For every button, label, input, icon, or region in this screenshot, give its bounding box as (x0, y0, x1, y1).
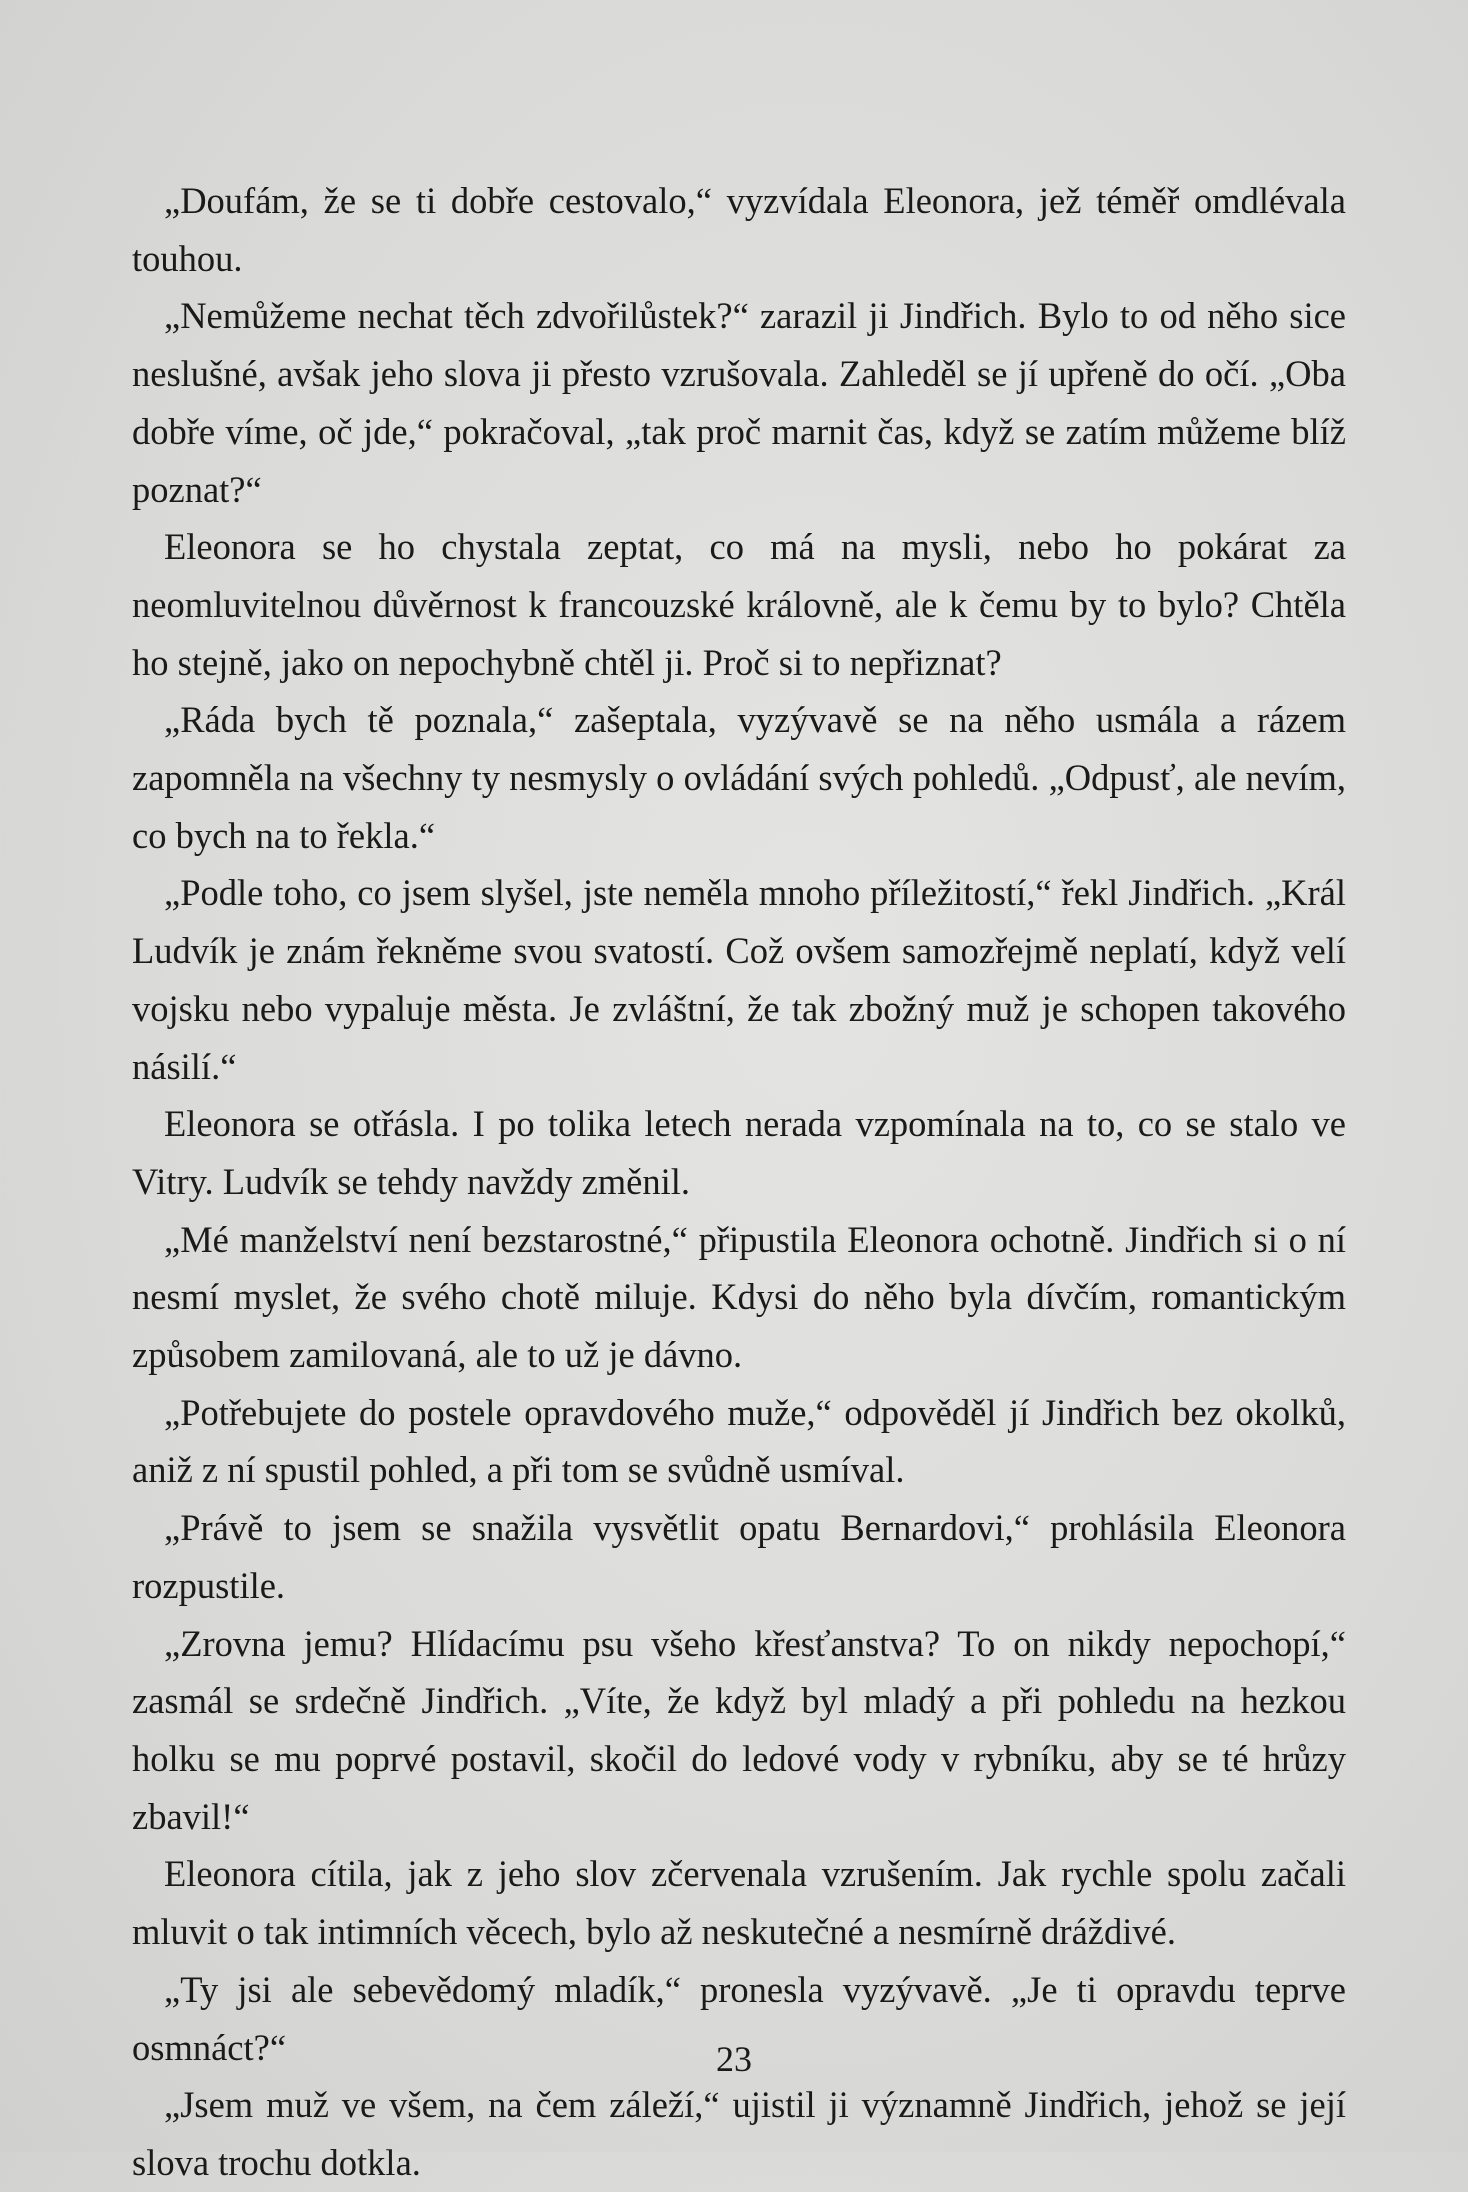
paragraph: „Doufám, že se ti dobře cestovalo,“ vyzvídala Eleonora, jež téměř omdlévala touhou. (132, 180, 1346, 279)
paragraph: „Jsem muž ve všem, na čem záleží,“ ujistil ji významně Jindřich, jehož se její slova trochu dotkla. (132, 2084, 1346, 2183)
paragraph: „Ráda bych tě poznala,“ zašeptala, vyzývavě se na něho usmála a rázem zapomněla na všechny ty nesmysly o ovládání svých pohledů. „Odpusť, ale nevím, co bych na to řekla.“ (132, 699, 1346, 856)
paragraph: „Zrovna jemu? Hlídacímu psu všeho křesťanstva? To on nikdy nepochopí,“ zasmál se srdečně Jindřich. „Víte, že když byl mladý a při pohledu na hezkou holku se mu poprvé postavil, skočil do ledové vody v rybníku, aby se té hrůzy zbavil!“ (132, 1622, 1346, 1837)
paragraph: Eleonora se ho chystala zeptat, co má na mysli, nebo ho pokárat za neomluvitelnou důvěrnost k francouzské královně, ale k čemu by to bylo? Chtěla ho stejně, jako on nepochybně chtěl ji. Proč si to nepřiznat? (132, 526, 1346, 683)
paragraph: Eleonora cítila, jak z jeho slov zčervenala vzrušením. Jak rychle spolu začali mluvit o tak intimních věcech, bylo až neskutečné a nesmírně dráždivé. (132, 1853, 1346, 1953)
body-text (132, 172, 1346, 2192)
page-number: 23 (716, 2039, 752, 2079)
paragraph: „Potřebujete do postele opravdového muže,“ odpověděl jí Jindřich bez okolků, aniž z ní spustil pohled, a při tom se svůdně usmíval. (132, 1391, 1346, 1491)
paragraph: „Ty jsi ale sebevědomý mladík,“ pronesla vyzývavě. „Je ti opravdu teprve osmnáct?“ (132, 1968, 1346, 2068)
paragraph: „Nemůžeme nechat těch zdvořilůstek?“ zarazil ji Jindřich. Bylo to od něho sice neslušné, avšak jeho slova ji přesto vzrušovala. Zahleděl se jí upřeně do očí. „Oba dobře víme, oč jde,“ pokračoval, „tak proč marnit čas, když se zatím můžeme blíž poznat?“ (132, 295, 1346, 510)
paragraph: „Právě to jsem se snažila vysvětlit opatu Bernardovi,“ prohlásila Eleonora rozpustile. (132, 1507, 1346, 1606)
paragraph: Eleonora se otřásla. I po tolika letech nerada vzpomínala na to, co se stalo ve Vitry. Ludvík se tehdy navždy změnil. (132, 1103, 1346, 1202)
paragraph: „Mé manželství není bezstarostné,“ připustila Eleonora ochotně. Jindřich si o ní nesmí myslet, že svého chotě miluje. Kdysi do něho byla dívčím, romantickým způsobem zamilovaná, ale to už je dávno. (132, 1218, 1346, 1376)
paragraph: „Podle toho, co jsem slyšel, jste neměla mnoho příležitostí,“ řekl Jindřich. „Král Ludvík je znám řekněme svou svatostí. Což ovšem samozřejmě neplatí, když velí vojsku nebo vypaluje města. Je zvláštní, že tak zbožný muž je schopen takového násilí.“ (132, 872, 1346, 1087)
